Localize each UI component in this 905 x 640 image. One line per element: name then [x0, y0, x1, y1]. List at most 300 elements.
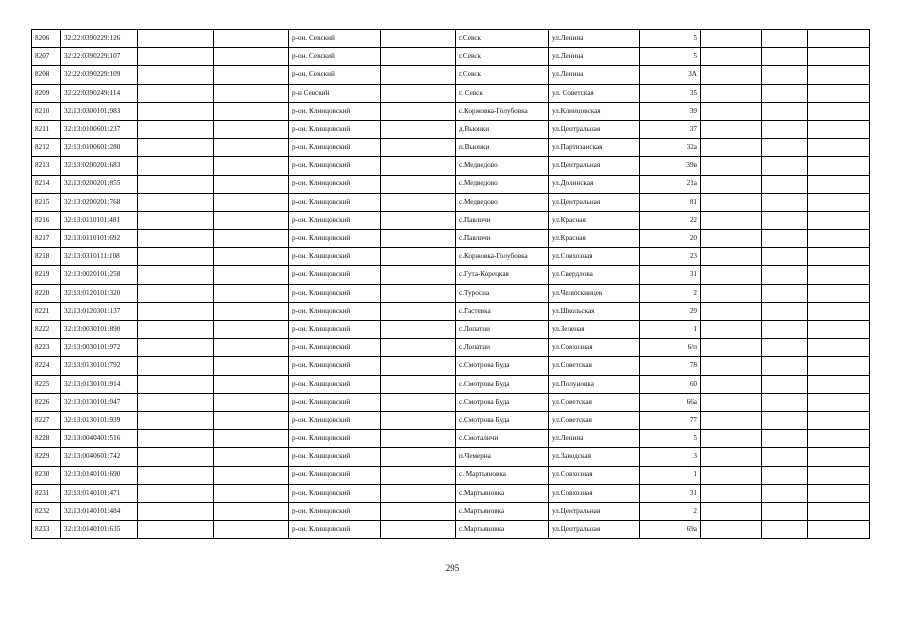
- cadastral-number: 32:13:0110101:692: [61, 230, 138, 248]
- empty-cell: [808, 120, 870, 138]
- locality: г. Севск: [456, 84, 549, 102]
- street: ул.Ленина: [549, 430, 640, 448]
- empty-cell: [138, 521, 214, 539]
- empty-cell: [214, 393, 289, 411]
- empty-cell: [214, 411, 289, 429]
- empty-cell: [762, 430, 808, 448]
- empty-cell: [808, 102, 870, 120]
- empty-cell: [381, 321, 456, 339]
- house-number: 1: [640, 321, 701, 339]
- empty-cell: [762, 66, 808, 84]
- locality: с.Смоталичи: [456, 430, 549, 448]
- empty-cell: [138, 284, 214, 302]
- cadastral-number: 32:13:0140101:484: [61, 502, 138, 520]
- empty-cell: [762, 102, 808, 120]
- empty-cell: [762, 266, 808, 284]
- record-number: 8219: [32, 266, 61, 284]
- empty-cell: [762, 84, 808, 102]
- house-number: 77: [640, 411, 701, 429]
- district: р-он. Клинцовский: [289, 375, 381, 393]
- empty-cell: [701, 357, 762, 375]
- district: р-он. Клинцовский: [289, 411, 381, 429]
- locality: с. Мартьяновка: [456, 466, 549, 484]
- empty-cell: [701, 484, 762, 502]
- empty-cell: [214, 120, 289, 138]
- empty-cell: [138, 193, 214, 211]
- street: ул.Челюскинцев: [549, 284, 640, 302]
- empty-cell: [762, 284, 808, 302]
- table-row: [32, 102, 870, 120]
- cadastral-number: 32:13:0100601:237: [61, 120, 138, 138]
- district: р-он. Клинцовский: [289, 102, 381, 120]
- house-number: 6/п: [640, 339, 701, 357]
- empty-cell: [214, 321, 289, 339]
- street: ул.Совхозная: [549, 466, 640, 484]
- empty-cell: [808, 393, 870, 411]
- table-row: [32, 157, 870, 175]
- empty-cell: [381, 48, 456, 66]
- empty-cell: [138, 120, 214, 138]
- empty-cell: [381, 66, 456, 84]
- record-number: 8224: [32, 357, 61, 375]
- street: ул.Ленина: [549, 30, 640, 48]
- record-number: 8233: [32, 521, 61, 539]
- house-number: 78: [640, 357, 701, 375]
- record-number: 8227: [32, 411, 61, 429]
- cadastral-number: 32:22:0390229:109: [61, 66, 138, 84]
- house-number: 81: [640, 193, 701, 211]
- empty-cell: [138, 139, 214, 157]
- record-number: 8213: [32, 157, 61, 175]
- empty-cell: [381, 339, 456, 357]
- empty-cell: [808, 66, 870, 84]
- empty-cell: [701, 502, 762, 520]
- cadastral-number: 32:13:0300101:983: [61, 102, 138, 120]
- district: р-он. Клинцовский: [289, 139, 381, 157]
- record-number: 8226: [32, 393, 61, 411]
- record-number: 8208: [32, 66, 61, 84]
- empty-cell: [701, 302, 762, 320]
- cadastral-number: 32:13:0100601:280: [61, 139, 138, 157]
- record-number: 8221: [32, 302, 61, 320]
- record-number: 8225: [32, 375, 61, 393]
- empty-cell: [214, 466, 289, 484]
- empty-cell: [381, 266, 456, 284]
- table-row: [32, 302, 870, 320]
- empty-cell: [381, 84, 456, 102]
- cadastral-number: 32:13:0030101:890: [61, 321, 138, 339]
- locality: с.Коржовка-Голубовка: [456, 102, 549, 120]
- cadastral-number: 32:22:0390229:126: [61, 30, 138, 48]
- locality: с.Медведово: [456, 193, 549, 211]
- empty-cell: [701, 66, 762, 84]
- table-body: [32, 30, 870, 539]
- street: ул.Заводская: [549, 448, 640, 466]
- empty-cell: [138, 48, 214, 66]
- empty-cell: [808, 430, 870, 448]
- empty-cell: [214, 230, 289, 248]
- street: ул.Советская: [549, 393, 640, 411]
- empty-cell: [701, 193, 762, 211]
- district: р-он. Клинцовский: [289, 339, 381, 357]
- locality: с.Смотрова Буда: [456, 393, 549, 411]
- district: р-он. Клинцовский: [289, 120, 381, 138]
- empty-cell: [381, 357, 456, 375]
- empty-cell: [762, 120, 808, 138]
- empty-cell: [381, 175, 456, 193]
- empty-cell: [762, 484, 808, 502]
- empty-cell: [701, 211, 762, 229]
- empty-cell: [808, 30, 870, 48]
- district: р-он. Севский: [289, 48, 381, 66]
- house-number: 2: [640, 502, 701, 520]
- empty-cell: [808, 357, 870, 375]
- empty-cell: [701, 248, 762, 266]
- empty-cell: [808, 502, 870, 520]
- record-number: 8210: [32, 102, 61, 120]
- district: р-он. Клинцовский: [289, 321, 381, 339]
- empty-cell: [701, 375, 762, 393]
- empty-cell: [808, 321, 870, 339]
- locality: с.Мартьяновка: [456, 521, 549, 539]
- empty-cell: [762, 466, 808, 484]
- house-number: 29: [640, 302, 701, 320]
- empty-cell: [214, 84, 289, 102]
- locality: с.Медведово: [456, 175, 549, 193]
- locality: г.Севск: [456, 66, 549, 84]
- house-number: 3А: [640, 66, 701, 84]
- empty-cell: [214, 211, 289, 229]
- district: р-он. Клинцовский: [289, 393, 381, 411]
- empty-cell: [138, 339, 214, 357]
- record-number: 8230: [32, 466, 61, 484]
- empty-cell: [138, 175, 214, 193]
- cadastral-number: 32:13:0140101:690: [61, 466, 138, 484]
- empty-cell: [381, 502, 456, 520]
- empty-cell: [381, 302, 456, 320]
- table-row: [32, 502, 870, 520]
- street: ул.Клинцовская: [549, 102, 640, 120]
- district: р-он. Клинцовский: [289, 157, 381, 175]
- table-row: [32, 393, 870, 411]
- cadastral-number: 32:13:0130101:914: [61, 375, 138, 393]
- empty-cell: [138, 84, 214, 102]
- locality: п.Вьюнки: [456, 139, 549, 157]
- cadastral-number: 32:13:0140101:635: [61, 521, 138, 539]
- empty-cell: [762, 357, 808, 375]
- house-number: 35: [640, 84, 701, 102]
- empty-cell: [808, 284, 870, 302]
- street: ул.Полуновка: [549, 375, 640, 393]
- house-number: 39: [640, 102, 701, 120]
- house-number: 5: [640, 430, 701, 448]
- district: р-он. Клинцовский: [289, 484, 381, 502]
- empty-cell: [701, 139, 762, 157]
- district: р-н Севский: [289, 84, 381, 102]
- empty-cell: [808, 248, 870, 266]
- locality: с.Лопатни: [456, 339, 549, 357]
- empty-cell: [138, 411, 214, 429]
- empty-cell: [214, 139, 289, 157]
- record-number: 8209: [32, 84, 61, 102]
- district: р-он. Клинцовский: [289, 230, 381, 248]
- cadastral-number: 32:13:0020101:258: [61, 266, 138, 284]
- empty-cell: [214, 339, 289, 357]
- house-number: 31: [640, 266, 701, 284]
- empty-cell: [138, 157, 214, 175]
- empty-cell: [214, 30, 289, 48]
- cadastral-number: 32:13:0110101:481: [61, 211, 138, 229]
- empty-cell: [381, 484, 456, 502]
- empty-cell: [808, 466, 870, 484]
- empty-cell: [701, 521, 762, 539]
- street: ул.Партизанская: [549, 139, 640, 157]
- empty-cell: [138, 102, 214, 120]
- record-number: 8217: [32, 230, 61, 248]
- district: р-он. Севский: [289, 66, 381, 84]
- empty-cell: [381, 284, 456, 302]
- street: ул.Центральная: [549, 193, 640, 211]
- empty-cell: [808, 48, 870, 66]
- empty-cell: [762, 339, 808, 357]
- house-number: 31: [640, 484, 701, 502]
- empty-cell: [381, 430, 456, 448]
- cadastral-number: 32:13:0040401:516: [61, 430, 138, 448]
- empty-cell: [381, 139, 456, 157]
- empty-cell: [214, 375, 289, 393]
- empty-cell: [701, 102, 762, 120]
- empty-cell: [701, 393, 762, 411]
- empty-cell: [762, 175, 808, 193]
- record-number: 8215: [32, 193, 61, 211]
- house-number: 20: [640, 230, 701, 248]
- street: ул.Центральная: [549, 521, 640, 539]
- empty-cell: [138, 466, 214, 484]
- empty-cell: [701, 48, 762, 66]
- house-number: 37: [640, 120, 701, 138]
- empty-cell: [214, 248, 289, 266]
- district: р-он. Клинцовский: [289, 284, 381, 302]
- empty-cell: [381, 102, 456, 120]
- empty-cell: [138, 211, 214, 229]
- district: р-он. Клинцовский: [289, 521, 381, 539]
- empty-cell: [214, 193, 289, 211]
- locality: с.Мартьяновка: [456, 484, 549, 502]
- table-row: [32, 30, 870, 48]
- house-number: 69а: [640, 521, 701, 539]
- district: р-он. Севский: [289, 30, 381, 48]
- cadastral-number: 32:13:0200201:768: [61, 193, 138, 211]
- street: ул.Советская: [549, 411, 640, 429]
- empty-cell: [762, 30, 808, 48]
- empty-cell: [762, 139, 808, 157]
- street: ул.Совхозная: [549, 248, 640, 266]
- empty-cell: [138, 230, 214, 248]
- locality: с.Гастевка: [456, 302, 549, 320]
- house-number: 66а: [640, 393, 701, 411]
- table-row: [32, 266, 870, 284]
- record-number: 8231: [32, 484, 61, 502]
- house-number: 1: [640, 466, 701, 484]
- table-row: [32, 521, 870, 539]
- locality: с.Мартьяновка: [456, 502, 549, 520]
- street: ул.Красная: [549, 211, 640, 229]
- district: р-он. Клинцовский: [289, 466, 381, 484]
- empty-cell: [762, 193, 808, 211]
- empty-cell: [214, 66, 289, 84]
- street: ул.Совхозная: [549, 484, 640, 502]
- empty-cell: [701, 157, 762, 175]
- empty-cell: [701, 230, 762, 248]
- empty-cell: [138, 248, 214, 266]
- table-row: [32, 48, 870, 66]
- table-row: [32, 284, 870, 302]
- empty-cell: [808, 375, 870, 393]
- table-row: [32, 466, 870, 484]
- street: ул.Ленина: [549, 48, 640, 66]
- empty-cell: [701, 30, 762, 48]
- empty-cell: [701, 175, 762, 193]
- empty-cell: [381, 120, 456, 138]
- empty-cell: [762, 248, 808, 266]
- table-row: [32, 66, 870, 84]
- empty-cell: [762, 211, 808, 229]
- empty-cell: [701, 284, 762, 302]
- empty-cell: [381, 393, 456, 411]
- empty-cell: [138, 430, 214, 448]
- empty-cell: [808, 84, 870, 102]
- empty-cell: [381, 375, 456, 393]
- empty-cell: [381, 211, 456, 229]
- district: р-он. Клинцовский: [289, 502, 381, 520]
- empty-cell: [138, 66, 214, 84]
- empty-cell: [138, 448, 214, 466]
- street: ул. Советская: [549, 84, 640, 102]
- street: ул.Центральная: [549, 157, 640, 175]
- table-row: [32, 484, 870, 502]
- empty-cell: [214, 521, 289, 539]
- empty-cell: [808, 411, 870, 429]
- record-number: 8216: [32, 211, 61, 229]
- district: р-он. Клинцовский: [289, 175, 381, 193]
- empty-cell: [762, 230, 808, 248]
- house-number: 22: [640, 211, 701, 229]
- street: ул.Советская: [549, 357, 640, 375]
- table-row: [32, 357, 870, 375]
- empty-cell: [701, 466, 762, 484]
- house-number: 60: [640, 375, 701, 393]
- record-number: 8207: [32, 48, 61, 66]
- empty-cell: [808, 484, 870, 502]
- record-number: 8206: [32, 30, 61, 48]
- table-row: [32, 248, 870, 266]
- house-number: 5: [640, 30, 701, 48]
- empty-cell: [762, 48, 808, 66]
- empty-cell: [214, 284, 289, 302]
- empty-cell: [808, 230, 870, 248]
- record-number: 8220: [32, 284, 61, 302]
- empty-cell: [808, 521, 870, 539]
- district: р-он. Клинцовский: [289, 248, 381, 266]
- cadastral-number: 32:22:0390249:114: [61, 84, 138, 102]
- cadastral-number: 32:13:0030101:972: [61, 339, 138, 357]
- empty-cell: [138, 266, 214, 284]
- record-number: 8212: [32, 139, 61, 157]
- locality: д.Вьюнки: [456, 120, 549, 138]
- table-row: [32, 120, 870, 138]
- locality: с.Смотрова Буда: [456, 411, 549, 429]
- empty-cell: [214, 502, 289, 520]
- empty-cell: [762, 157, 808, 175]
- empty-cell: [214, 357, 289, 375]
- empty-cell: [381, 193, 456, 211]
- empty-cell: [762, 502, 808, 520]
- cadastral-number: 32:13:0130101:792: [61, 357, 138, 375]
- locality: с.Павличи: [456, 230, 549, 248]
- empty-cell: [381, 521, 456, 539]
- table-row: [32, 139, 870, 157]
- registry-table: [31, 29, 870, 539]
- empty-cell: [214, 48, 289, 66]
- empty-cell: [214, 430, 289, 448]
- street: ул.Свердлова: [549, 266, 640, 284]
- empty-cell: [381, 466, 456, 484]
- street: ул.Зеленая: [549, 321, 640, 339]
- house-number: 23: [640, 248, 701, 266]
- locality: с.Лопатни: [456, 321, 549, 339]
- record-number: 8222: [32, 321, 61, 339]
- house-number: 21а: [640, 175, 701, 193]
- district: р-он. Клинцовский: [289, 211, 381, 229]
- empty-cell: [762, 521, 808, 539]
- table-row: [32, 411, 870, 429]
- empty-cell: [214, 484, 289, 502]
- house-number: 32а: [640, 139, 701, 157]
- street: ул.Центральная: [549, 120, 640, 138]
- empty-cell: [701, 321, 762, 339]
- cadastral-number: 32:22:0390229:107: [61, 48, 138, 66]
- empty-cell: [762, 321, 808, 339]
- empty-cell: [701, 120, 762, 138]
- district: р-он. Клинцовский: [289, 357, 381, 375]
- record-number: 8211: [32, 120, 61, 138]
- empty-cell: [214, 448, 289, 466]
- empty-cell: [808, 139, 870, 157]
- street: ул.Долинская: [549, 175, 640, 193]
- cadastral-number: 32:13:0130101:939: [61, 411, 138, 429]
- table-row: [32, 339, 870, 357]
- street: ул.Ленина: [549, 66, 640, 84]
- empty-cell: [762, 448, 808, 466]
- empty-cell: [762, 393, 808, 411]
- record-number: 8228: [32, 430, 61, 448]
- empty-cell: [381, 411, 456, 429]
- empty-cell: [762, 411, 808, 429]
- locality: с.Павличи: [456, 211, 549, 229]
- table-row: [32, 375, 870, 393]
- district: р-он. Клинцовский: [289, 448, 381, 466]
- locality: с.Туросна: [456, 284, 549, 302]
- empty-cell: [701, 84, 762, 102]
- empty-cell: [808, 157, 870, 175]
- house-number: 39в: [640, 157, 701, 175]
- street: ул.Совхозная: [549, 339, 640, 357]
- empty-cell: [701, 430, 762, 448]
- empty-cell: [381, 448, 456, 466]
- locality: с.Коржовка-Голубовка: [456, 248, 549, 266]
- district: р-он. Клинцовский: [289, 266, 381, 284]
- empty-cell: [701, 411, 762, 429]
